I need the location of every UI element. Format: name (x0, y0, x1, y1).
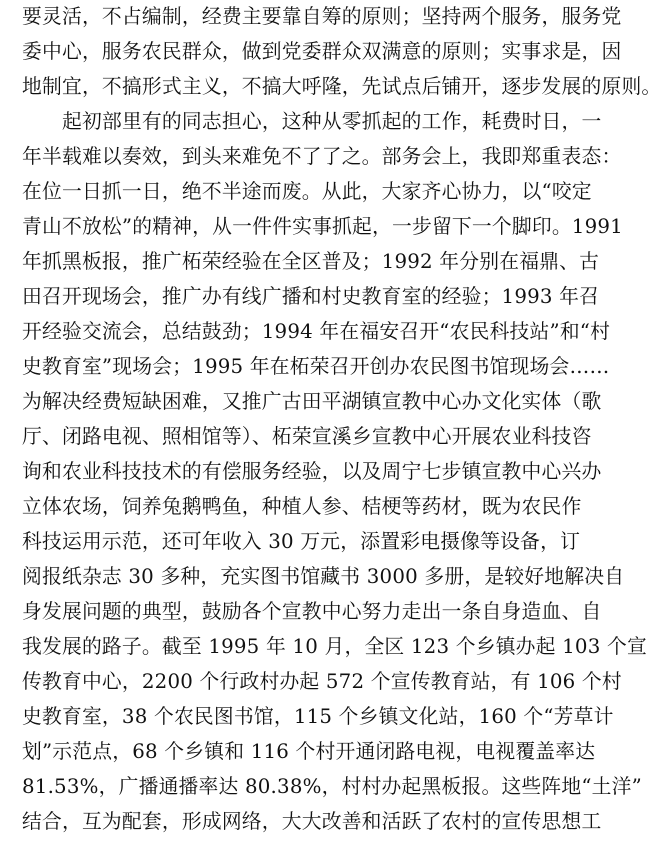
text-line: 阅报纸杂志 30 多种，充实图书馆藏书 3000 多册，是较好地解决自 (22, 565, 625, 588)
text-line: 询和农业科技技术的有偿服务经验，以及周宁七步镇宣教中心兴办 (22, 460, 602, 483)
text-line: 身发展问题的典型，鼓励各个宣教中心努力走出一条自身造血、自 (22, 600, 602, 623)
text-line: 为解决经费短缺困难，又推广古田平湖镇宣教中心办文化实体（歌 (22, 390, 602, 413)
text-line: 我发展的路子。截至 1995 年 10 月，全区 123 个乡镇办起 103 个宣 (22, 635, 647, 658)
text-line: 开经验交流会，总结鼓劲；1994 年在福安召开“农民科技站”和“村 (22, 320, 611, 343)
text-line: 在位一日抓一日，绝不半途而废。从此，大家齐心协力，以“咬定 (22, 180, 592, 203)
paragraph-first-line: 起初部里有的同志担心，这种从零抓起的工作，耗费时日，一 (62, 110, 602, 133)
text-line: 年抓黑板报，推广柘荣经验在全区普及；1992 年分别在福鼎、古 (22, 250, 600, 273)
text-line: 科技运用示范，还可年收入 30 万元，添置彩电摄像等设备，订 (22, 530, 581, 553)
document-page (22, 0, 661, 843)
text-line: 青山不放松”的精神，从一件件实事抓起，一步留下一个脚印。1991 (22, 215, 623, 238)
text-line: 厅、闭路电视、照相馆等）、柘荣宣溪乡宣教中心开展农业科技咨 (22, 425, 592, 448)
text-line: 结合，互为配套，形成网络，大大改善和活跃了农村的宣传思想工 (22, 810, 602, 833)
text-line: 要灵活，不占编制，经费主要靠自筹的原则；坚持两个服务，服务党 (22, 5, 622, 28)
text-line: 田召开现场会，推广办有线广播和村史教育室的经验；1993 年召 (22, 285, 600, 308)
text-line: 传教育中心，2200 个行政村办起 572 个宣传教育站，有 106 个村 (22, 670, 622, 693)
text-line: 立体农场，饲养兔鹅鸭鱼，种植人参、桔梗等药材，既为农民作 (22, 495, 582, 518)
text-line: 史教育室”现场会；1995 年在柘荣召开创办农民图书馆现场会…… (22, 355, 610, 378)
text-line: 划”示范点，68 个乡镇和 116 个村开通闭路电视，电视覆盖率达 (22, 740, 596, 763)
text-line: 史教育室，38 个农民图书馆，115 个乡镇文化站，160 个“芳草计 (22, 705, 614, 728)
text-line: 委中心，服务农民群众，做到党委群众双满意的原则；实事求是，因 (22, 40, 622, 63)
text-line: 年半载难以奏效，到头来难免不了了之。部务会上，我即郑重表态： (22, 145, 622, 168)
text-line: 81.53%，广播通播率达 80.38%，村村办起黑板报。这些阵地“土洋” (22, 775, 642, 798)
text-line: 地制宜，不搞形式主义，不搞大呼隆，先试点后铺开，逐步发展的原则。 (22, 75, 661, 98)
